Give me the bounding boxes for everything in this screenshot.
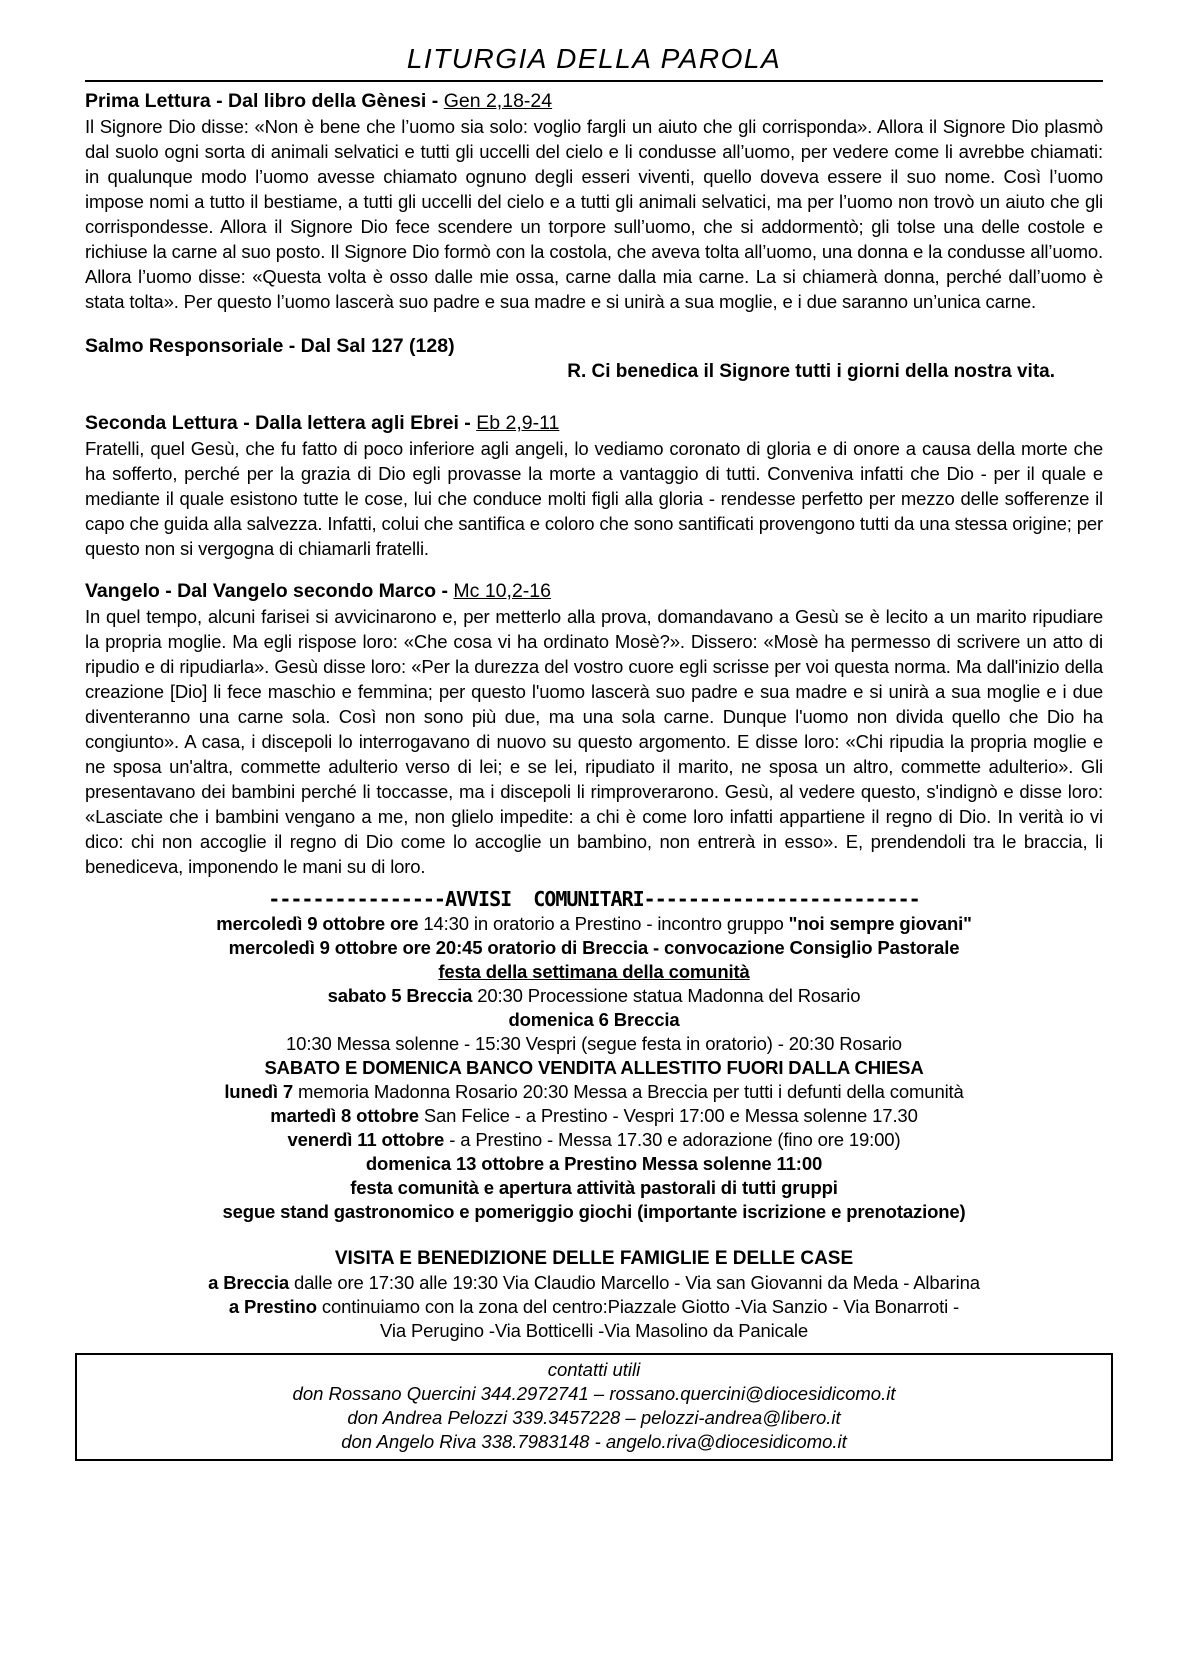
announcement-line: [85, 1080, 1103, 1104]
announcement-line: [85, 912, 1103, 936]
contacts-title: contatti utili: [547, 1359, 641, 1380]
psalm-section: [85, 334, 1103, 384]
announcement-line: [85, 984, 1103, 1008]
announcement-line: [85, 1008, 1103, 1032]
announcement-line: [85, 1176, 1103, 1200]
text-segment: 14:30 in oratorio a Prestino - incontro gruppo: [423, 913, 789, 934]
gospel-reference: Mc 10,2-16: [453, 580, 551, 602]
home-blessing-heading: VISITA E BENEDIZIONE DELLE FAMIGLIE E DELLE CASE: [334, 1248, 854, 1269]
text-segment: 20:30 Processione statua Madonna del Rosario: [477, 985, 861, 1006]
psalm-response: R. Ci benedica il Signore tutti i giorni della nostra vita.: [567, 361, 1055, 382]
second-reading-reference: Eb 2,9-11: [476, 412, 560, 434]
text-segment: domenica 6 Breccia: [508, 1009, 680, 1030]
text-segment: Via Perugino -Via Botticelli -Via Masolino da Panicale: [380, 1320, 808, 1341]
contact-line: don Angelo Riva 338.7983148 - angelo.riva@diocesidicomo.it: [341, 1431, 847, 1452]
first-reading-body: Il Signore Dio disse: «Non è bene che l’uomo sia solo: voglio fargli un aiuto che gli corrisponda». Allora il Signore Dio plasmò dal suolo ogni sorta di animali selvatici e tutti gli uccelli del cielo e li condusse all’uomo, per vedere come li avrebbe chiamati: in qualunque modo l’uomo avesse chiamato ognuno degli esseri viventi, quello doveva essere il suo nome. Così l’uomo impose nomi a tutto il bestiame, a tutti gli uccelli del cielo e a tutti gli animali selvatici, ma per l’uomo non trovò un aiuto che gli corrispondesse. Allora il Signore Dio fece scendere un torpore sull’uomo, che si addormentò; gli tolse una delle costole e richiuse la carne al suo posto. Il Signore Dio formò con la costola, che aveva tolta all’uomo, una donna e la condusse all’uomo. Allora l’uomo disse: «Questa volta è osso dalle mie ossa, carne dalla mia carne. La si chiamerà donna, perché dall’uomo è stata tolta». Per questo l’uomo lascerà suo padre e sua madre e si unirà a sua moglie, e i due saranno un’unica carne.: [85, 116, 1103, 312]
first-reading-reference: Gen 2,18-24: [443, 90, 553, 112]
announcement-line: [85, 1128, 1103, 1152]
text-segment: "noi sempre giovani": [788, 913, 972, 934]
announcement-line: [85, 1200, 1103, 1224]
community-notices-header: ----------------AVVISI COMUNITARI-------------------------: [268, 887, 920, 911]
text-segment: festa della settimana della comunità: [438, 961, 750, 982]
first-reading-title: Prima Lettura - Dal libro della Gènesi -: [85, 90, 444, 112]
contact-line: don Rossano Quercini 344.2972741 – rossano.quercini@diocesidicomo.it: [292, 1383, 896, 1404]
announcement-line: [85, 936, 1103, 960]
second-reading-body: Fratelli, quel Gesù, che fu fatto di poco inferiore agli angeli, lo vediamo coronato di gloria e di onore a causa della morte che ha sofferto, perché per la grazia di Dio egli provasse la morte a vantaggio di tutti. Conveniva infatti che Dio - per il quale e mediante il quale esistono tutte le cose, lui che conduce molti figli alla gloria - rendesse perfetto per mezzo delle sofferenze il capo che guida alla salvezza. Infatti, colui che santifica e coloro che sono santificati provengono tutti da una stessa origine; per questo non si vergogna di chiamarli fratelli.: [85, 438, 1103, 559]
title-divider: [85, 80, 1103, 82]
contacts-lines: [87, 1382, 1101, 1454]
text-segment: venerdì 11 ottobre: [287, 1129, 450, 1150]
gospel-heading: [85, 579, 1103, 604]
text-segment: continuiamo con la zona del centro:Piazzale Giotto -Via Sanzio - Via Bonarroti -: [321, 1296, 960, 1317]
contacts-box: [75, 1353, 1113, 1461]
home-blessing-lines: [85, 1271, 1103, 1343]
text-segment: 10:30 Messa solenne - 15:30 Vespri (segue festa in oratorio) - 20:30 Rosario: [286, 1033, 902, 1054]
announcement-line: [85, 1319, 1103, 1343]
text-segment: segue stand gastronomico e pomeriggio giochi (importante iscrizione e prenotazione): [222, 1201, 966, 1222]
second-reading-section: [85, 411, 1103, 561]
second-reading-heading: [85, 411, 1103, 436]
first-reading-section: [85, 89, 1103, 314]
gospel-title: Vangelo - Dal Vangelo secondo Marco -: [85, 580, 454, 602]
page-title: LITURGIA DELLA PAROLA: [406, 43, 782, 74]
announcement-line: [85, 1104, 1103, 1128]
announcement-line: [85, 1271, 1103, 1295]
text-segment: a Breccia: [208, 1272, 295, 1293]
text-segment: dalle ore 17:30 alle 19:30 Via Claudio Marcello - Via san Giovanni da Meda - Albarina: [294, 1272, 980, 1293]
announcement-line: [85, 960, 1103, 984]
text-segment: domenica 13 ottobre a Prestino Messa solenne 11:00: [365, 1153, 823, 1174]
text-segment: San Felice - a Prestino - Vespri 17:00 e Messa solenne 17.30: [423, 1105, 918, 1126]
text-segment: SABATO E DOMENICA BANCO VENDITA ALLESTITO FUORI DALLA CHIESA: [264, 1057, 924, 1078]
psalm-heading: Salmo Responsoriale - Dal Sal 127 (128): [85, 335, 455, 357]
home-blessing-section: [85, 1246, 1103, 1343]
text-segment: lunedì 7: [224, 1081, 299, 1102]
community-notices-list: [85, 912, 1103, 1224]
text-segment: mercoledì 9 ottobre ore: [216, 913, 424, 934]
gospel-section: [85, 579, 1103, 879]
text-segment: festa comunità e apertura attività pastorali di tutti gruppi: [350, 1177, 838, 1198]
announcement-line: [85, 1056, 1103, 1080]
text-segment: a Prestino: [228, 1296, 322, 1317]
second-reading-title: Seconda Lettura - Dalla lettera agli Ebrei -: [85, 412, 477, 434]
announcement-line: [85, 1295, 1103, 1319]
announcement-line: [85, 1152, 1103, 1176]
text-segment: mercoledì 9 ottobre ore 20:45 oratorio di Breccia - convocazione Consiglio Pastorale: [228, 937, 960, 958]
contact-line: don Andrea Pelozzi 339.3457228 – pelozzi-andrea@libero.it: [347, 1407, 841, 1428]
text-segment: - a Prestino - Messa 17.30 e adorazione (fino ore 19:00): [449, 1129, 901, 1150]
text-segment: memoria Madonna Rosario 20:30 Messa a Breccia per tutti i defunti della comunità: [298, 1081, 964, 1102]
text-segment: sabato 5 Breccia: [327, 985, 478, 1006]
text-segment: martedì 8 ottobre: [270, 1105, 424, 1126]
gospel-body: In quel tempo, alcuni farisei si avvicinarono e, per metterlo alla prova, domandavano a Gesù se è lecito a un marito ripudiare la propria moglie. Ma egli rispose loro: «Che cosa vi ha ordinato Mosè?». Dissero: «Mosè ha permesso di scrivere un atto di ripudio e di ripudiarla». Gesù disse loro: «Per la durezza del vostro cuore egli scrisse per voi questa norma. Ma dall'inizio della creazione [Dio] li fece maschio e femmina; per questo l'uomo lascerà suo padre e sua madre e si unirà a sua moglie e i due diventeranno una carne sola. Così non sono più due, ma una sola carne. Dunque l'uomo non divida quello che Dio ha congiunto». A casa, i discepoli lo interrogavano di nuovo su questo argomento. E disse loro: «Chi ripudia la propria moglie e ne sposa un'altra, commette adulterio verso di lei; e se lei, ripudiato il marito, ne sposa un altro, commette adulterio». Gli presentavano dei bambini perché li toccasse, ma i discepoli li rimproverarono. Gesù, al vedere questo, s'indignò e disse loro: «Lasciate che i bambini vengano a me, non glielo impedite: a chi è come loro infatti appartiene il regno di Dio. In verità io vi dico: chi non accoglie il regno di Dio come lo accoglie un bambino, non entrerà in esso». E, prendendoli tra le braccia, li benediceva, imponendo le mani su di loro.: [85, 606, 1103, 877]
first-reading-heading: [85, 89, 1103, 114]
announcement-line: [85, 1032, 1103, 1056]
